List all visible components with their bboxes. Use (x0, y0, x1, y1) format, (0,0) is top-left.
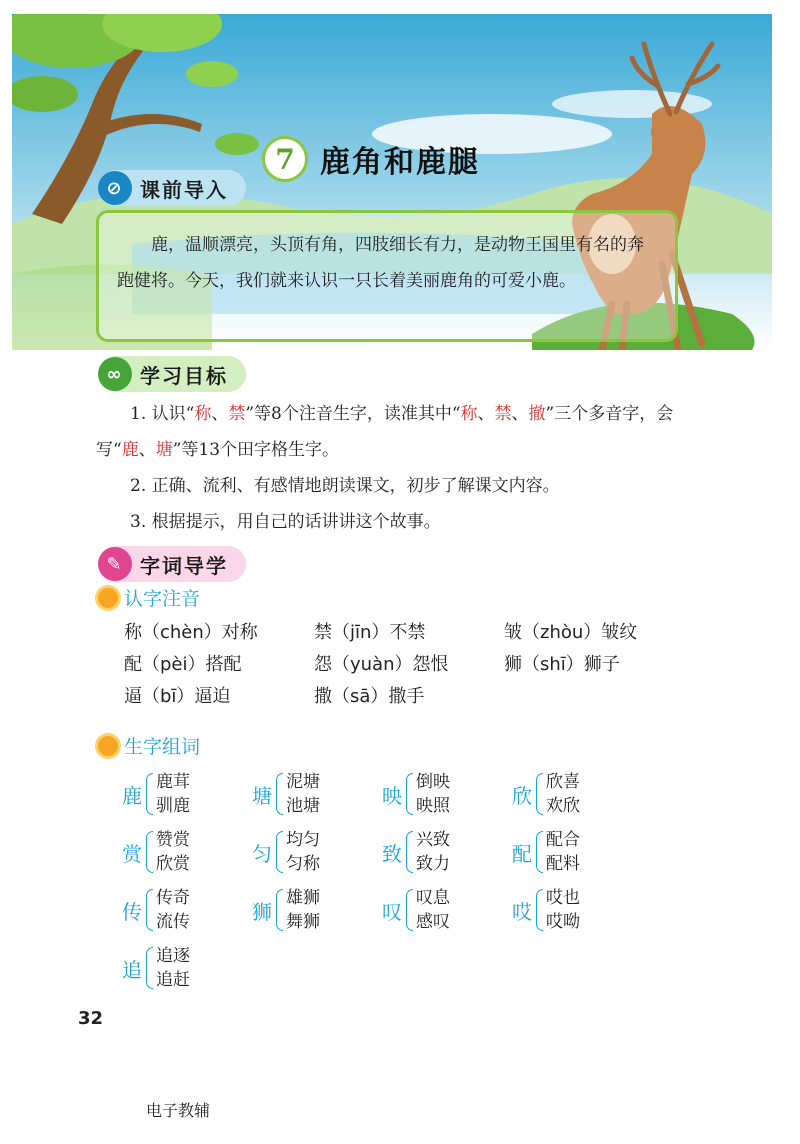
word-item: 池塘 (286, 796, 320, 816)
vocab-heading-label: 字词导学 (140, 553, 228, 578)
word-item: 鹿茸 (156, 772, 190, 792)
word-group (382, 770, 512, 818)
brace-icon (276, 889, 283, 931)
tree-leaves (215, 133, 259, 155)
word-group-char: 叹 (382, 899, 402, 924)
word-item: 雄狮 (286, 888, 320, 908)
brace-icon (406, 831, 413, 873)
word-item: 哎也 (546, 888, 580, 908)
word-group-char: 欣 (512, 783, 532, 808)
word-group-list (546, 828, 580, 876)
brace-icon (406, 773, 413, 815)
word-group-list (546, 886, 580, 934)
brace-icon (536, 831, 543, 873)
word-item: 赞赏 (156, 830, 190, 850)
pinyin-item: 皱（zhòu）皱纹 (504, 622, 638, 643)
word-group-list (156, 944, 190, 992)
lesson-name: 鹿角和鹿腿 (320, 145, 480, 180)
pinyin-item: 禁（jīn）不禁 (314, 622, 426, 643)
word-group (512, 828, 642, 876)
brace-icon (146, 831, 153, 873)
word-item: 哎呦 (546, 912, 580, 932)
pinyin-item: 逼（bī）逼迫 (124, 686, 231, 707)
word-group (122, 770, 252, 818)
word-group-list (286, 886, 320, 934)
brace-icon (276, 773, 283, 815)
word-item: 致力 (416, 854, 450, 874)
word-group-char: 致 (382, 841, 402, 866)
word-group-char: 哎 (512, 899, 532, 924)
words-subheading-label: 生字组词 (124, 736, 201, 758)
intro-heading (98, 170, 246, 206)
word-group-char: 映 (382, 783, 402, 808)
word-group-char: 追 (122, 957, 142, 982)
intro-text: 鹿，温顺漂亮，头顶有角，四肢细长有力，是动物王国里有名的奔跑健将。今天，我们就来认识一只长着美丽鹿角的可爱小鹿。 (117, 235, 644, 291)
intro-heading-label: 课前导入 (140, 177, 228, 202)
word-item: 泥塘 (286, 772, 320, 792)
glasses-icon: ∞ (98, 357, 132, 391)
word-item: 驯鹿 (156, 796, 190, 816)
word-group (382, 828, 512, 876)
word-item: 舞狮 (286, 912, 320, 932)
word-group-list (156, 886, 190, 934)
word-item: 欢欣 (546, 796, 580, 816)
brace-icon (536, 773, 543, 815)
brace-icon (146, 889, 153, 931)
goal-item-3: 3. 根据提示，用自己的话讲讲这个故事。 (130, 512, 441, 532)
word-item: 均匀 (286, 830, 320, 850)
word-group-char: 传 (122, 899, 142, 924)
goal-item-2: 2. 正确、流利、有感情地朗读课文，初步了解课文内容。 (130, 476, 560, 496)
word-group-list (546, 770, 580, 818)
page-number: 32 (78, 1008, 104, 1029)
word-item: 追逐 (156, 946, 190, 966)
goals-list (96, 396, 696, 540)
intro-box (96, 210, 678, 342)
sun-icon (98, 736, 118, 756)
brace-icon (146, 773, 153, 815)
word-group (252, 770, 382, 818)
word-group-char: 匀 (252, 841, 272, 866)
word-item: 叹息 (416, 888, 450, 908)
word-group-char: 配 (512, 841, 532, 866)
word-item: 匀称 (286, 854, 320, 874)
footer-label: 电子教辅 (146, 1101, 211, 1120)
compass-icon: ⊘ (98, 171, 132, 205)
tree-leaves (186, 61, 238, 87)
pinyin-item: 怨（yuàn）怨恨 (314, 654, 449, 675)
goals-heading (98, 356, 246, 392)
word-group-list (286, 770, 320, 818)
word-group-char: 赏 (122, 841, 142, 866)
pinyin-item: 称（chèn）对称 (124, 622, 258, 643)
pinyin-subheading (98, 584, 200, 611)
word-group (252, 828, 382, 876)
word-item: 映照 (416, 796, 450, 816)
pinyin-item: 狮（shī）狮子 (504, 654, 620, 675)
word-item: 追赶 (156, 970, 190, 990)
pinyin-grid (124, 620, 684, 710)
word-group-list (156, 828, 190, 876)
word-group (122, 828, 252, 876)
brace-icon (536, 889, 543, 931)
word-item: 欣赏 (156, 854, 190, 874)
word-group (382, 886, 512, 934)
word-group-list (416, 770, 450, 818)
word-item: 配合 (546, 830, 580, 850)
word-group (122, 886, 252, 934)
pencil-icon: ✎ (98, 547, 132, 581)
brace-icon (406, 889, 413, 931)
pinyin-item: 配（pèi）搭配 (124, 654, 242, 675)
word-item: 流传 (156, 912, 190, 932)
word-item: 配料 (546, 854, 580, 874)
word-group-list (416, 828, 450, 876)
goals-heading-label: 学习目标 (140, 363, 228, 388)
vocab-heading (98, 546, 246, 582)
words-subheading (98, 732, 200, 759)
word-group-char: 塘 (252, 783, 272, 808)
word-item: 感叹 (416, 912, 450, 932)
brace-icon (146, 947, 153, 989)
word-group-list (416, 886, 450, 934)
word-item: 欣喜 (546, 772, 580, 792)
goal-item-1: 1. 认识“称、禁”等8个注音生字，读准其中“称、禁、撤”三个多音字，会写“鹿、塘”等13个田字格生字。 (96, 404, 674, 460)
word-groups (122, 770, 642, 992)
word-item: 倒映 (416, 772, 450, 792)
pinyin-subheading-label: 认字注音 (124, 588, 201, 610)
word-group-char: 狮 (252, 899, 272, 924)
word-group-list (286, 828, 320, 876)
lesson-number: 7 (262, 136, 308, 182)
word-group (122, 944, 252, 992)
word-group (252, 886, 382, 934)
pinyin-item: 撒（sā）撒手 (314, 686, 425, 707)
brace-icon (276, 831, 283, 873)
lesson-title (262, 136, 480, 182)
word-group-list (156, 770, 190, 818)
word-group-char: 鹿 (122, 783, 142, 808)
word-group (512, 770, 642, 818)
sun-icon (98, 588, 118, 608)
word-item: 传奇 (156, 888, 190, 908)
word-group (512, 886, 642, 934)
word-item: 兴致 (416, 830, 450, 850)
